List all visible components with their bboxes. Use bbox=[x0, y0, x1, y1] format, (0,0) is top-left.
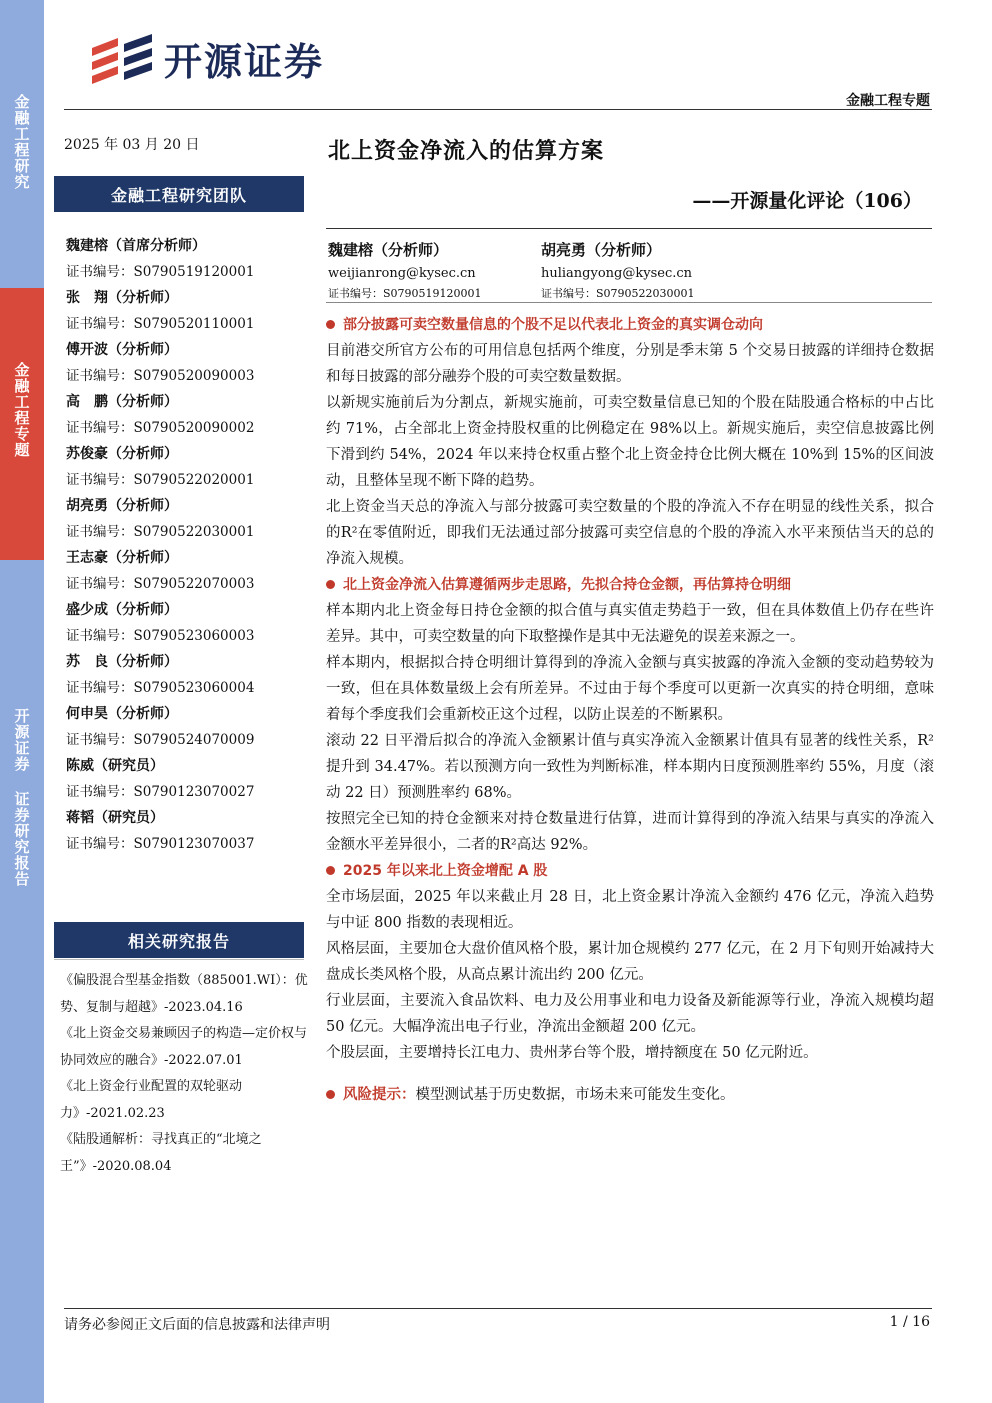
analyst-cert: 证书编号：S0790519120001 bbox=[66, 264, 255, 280]
section-tag: 金融工程专题 bbox=[846, 93, 930, 109]
paragraph: 北上资金当天总的净流入与部分披露可卖空数量的个股的净流入不存在明显的线性关系，拟合的R²在零值附近，即我们无法通过部分披露可卖空信息的个股的净流入水平来预估当天的总的净流入规模。 bbox=[326, 499, 934, 567]
section-heading: 部分披露可卖空数量信息的个股不足以代表北上资金的真实调仓动向 bbox=[326, 312, 934, 338]
bullet-icon bbox=[326, 1090, 335, 1099]
analyst-name: 何申昊（分析师） bbox=[66, 706, 178, 722]
report-title: 北上资金净流入的估算方案 bbox=[328, 138, 605, 164]
related-divider bbox=[54, 959, 304, 960]
related-report-link[interactable]: 《北上资金行业配置的双轮驱动力》-2021.02.23 bbox=[60, 1079, 243, 1121]
risk-label: 风险提示： bbox=[343, 1087, 416, 1103]
analyst-name: 傅开波（分析师） bbox=[66, 342, 178, 358]
analyst-entry bbox=[66, 547, 306, 599]
section-heading: 北上资金净流入估算遵循两步走思路，先拟合持仓金额，再估算持仓明细 bbox=[326, 572, 934, 598]
sidebar-label-top: 金融工程研究 bbox=[12, 94, 31, 190]
analyst-entry bbox=[66, 703, 306, 755]
analyst-entry bbox=[66, 651, 306, 703]
analyst-cert: 证书编号：S0790522020001 bbox=[66, 472, 255, 488]
analyst-name: 苏 良（分析师） bbox=[66, 654, 178, 670]
paragraph: 全市场层面，2025 年以来截止月 28 日，北上资金累计净流入金额约 476 亿元，净流入趋势与中证 800 指数的表现相近。 bbox=[326, 889, 934, 931]
paragraph: 目前港交所官方公布的可用信息包括两个维度，分别是季末第 5 个交易日披露的详细持仓数据和每日披露的部分融券个股的可卖空数量数据。 bbox=[326, 343, 934, 385]
analyst-name: 蒋韬（研究员） bbox=[66, 810, 164, 826]
bullet-icon bbox=[326, 320, 335, 329]
author-email[interactable]: weijianrong@kysec.cn bbox=[328, 266, 476, 281]
author-cert: 证书编号：S0790519120001 bbox=[328, 287, 482, 300]
analyst-entry bbox=[66, 443, 306, 495]
bullet-icon bbox=[326, 866, 335, 875]
analyst-cert: 证书编号：S0790522030001 bbox=[66, 524, 255, 540]
logo-text: 开源证券 bbox=[164, 39, 325, 84]
analyst-entry bbox=[66, 807, 306, 859]
analyst-cert: 证书编号：S0790524070009 bbox=[66, 732, 255, 748]
related-reports-list bbox=[60, 968, 310, 1180]
paragraph: 样本期内，根据拟合持仓明细计算得到的净流入金额与真实披露的净流入金额的变动趋势较为一致，但在具体数量级上会有所差异。不过由于每个季度可以更新一次真实的持仓明细，意味着每个季度我们会重新校正这个过程，以防止误差的不断累积。 bbox=[326, 655, 934, 723]
paragraph: 行业层面，主要流入食品饮料、电力及公用事业和电力设备及新能源等行业，净流入规模均超 50 亿元。大幅净流出电子行业，净流出金额超 200 亿元。 bbox=[326, 993, 934, 1035]
related-report-link[interactable]: 《北上资金交易兼顾因子的构造—定价权与协同效应的融合》-2022.07.01 bbox=[60, 1026, 308, 1068]
report-date: 2025 年 03 月 20 日 bbox=[64, 137, 200, 153]
footer-divider bbox=[64, 1308, 932, 1309]
author-cert: 证书编号：S0790522030001 bbox=[541, 287, 695, 300]
team-banner: 金融工程研究团队 bbox=[54, 176, 304, 212]
risk-text: 模型测试基于历史数据，市场未来可能发生变化。 bbox=[415, 1087, 735, 1103]
footer-disclaimer: 请务必参阅正文后面的信息披露和法律声明 bbox=[64, 1317, 330, 1333]
analyst-name: 王志豪（分析师） bbox=[66, 550, 178, 566]
author-name: 胡亮勇（分析师） bbox=[541, 241, 662, 259]
analyst-name: 盛少成（分析师） bbox=[66, 602, 178, 618]
analyst-cert: 证书编号：S0790523060003 bbox=[66, 628, 255, 644]
analyst-name: 胡亮勇（分析师） bbox=[66, 498, 178, 514]
bullet-icon bbox=[326, 580, 335, 589]
analyst-list bbox=[66, 235, 306, 859]
analyst-name: 苏俊豪（分析师） bbox=[66, 446, 178, 462]
author-name: 魏建榕（分析师） bbox=[328, 241, 449, 259]
paragraph: 以新规实施前后为分割点，新规实施前，可卖空数量信息已知的个股在陆股通合格标的中占比约 71%，占全部北上资金持股权重的比例稳定在 98%以上。新规实施后，卖空信息披露比例下滑到约 54%，2024 年以来持仓权重占整个北上资金持仓比例大概在 10%到 15%的区间波动，且整体呈现不断下降的趋势。 bbox=[326, 395, 934, 489]
page-number: 1 / 16 bbox=[889, 1314, 930, 1330]
analyst-entry bbox=[66, 339, 306, 391]
analyst-cert: 证书编号：S0790520110001 bbox=[66, 316, 255, 332]
sidebar-label-bottom: 开源证券 证券研究报告 bbox=[12, 708, 31, 887]
paragraph: 样本期内北上资金每日持仓金额的拟合值与真实值走势趋于一致，但在具体数值上仍存在些许差异。其中，可卖空数量的向下取整操作是其中无法避免的误差来源之一。 bbox=[326, 603, 934, 645]
section-heading: 2025 年以来北上资金增配 A 股 bbox=[326, 858, 934, 884]
author-divider bbox=[326, 302, 932, 303]
company-logo bbox=[88, 26, 324, 90]
logo-mark-icon bbox=[88, 30, 158, 86]
analyst-name: 高 鹏（分析师） bbox=[66, 394, 178, 410]
analyst-name: 陈威（研究员） bbox=[66, 758, 164, 774]
risk-note bbox=[326, 1082, 934, 1108]
sidebar-label-middle: 金融工程专题 bbox=[0, 288, 44, 560]
analyst-cert: 证书编号：S0790523060004 bbox=[66, 680, 255, 696]
analyst-name: 魏建榕（首席分析师） bbox=[66, 238, 206, 254]
analyst-entry bbox=[66, 287, 306, 339]
analyst-entry bbox=[66, 599, 306, 651]
analyst-cert: 证书编号：S0790123070037 bbox=[66, 836, 255, 852]
report-subtitle: ——开源量化评论（106） bbox=[692, 190, 922, 212]
related-reports-banner: 相关研究报告 bbox=[54, 922, 304, 958]
analyst-name: 张 翔（分析师） bbox=[66, 290, 178, 306]
paragraph: 个股层面，主要增持长江电力、贵州茅台等个股，增持额度在 50 亿元附近。 bbox=[326, 1045, 818, 1061]
header-divider bbox=[64, 109, 932, 110]
analyst-entry bbox=[66, 495, 306, 547]
analyst-cert: 证书编号：S0790520090003 bbox=[66, 368, 255, 384]
related-report-link[interactable]: 《陆股通解析：寻找真正的“北境之王”》-2020.08.04 bbox=[60, 1132, 262, 1174]
author-block bbox=[328, 239, 482, 301]
report-body bbox=[326, 312, 934, 1108]
title-divider bbox=[326, 228, 932, 229]
analyst-cert: 证书编号：S0790520090002 bbox=[66, 420, 255, 436]
paragraph: 按照完全已知的持仓金额来对持仓数量进行估算，进而计算得到的净流入结果与真实的净流入金额水平差异很小，二者的R²高达 92%。 bbox=[326, 811, 934, 853]
analyst-cert: 证书编号：S0790123070027 bbox=[66, 784, 255, 800]
analyst-cert: 证书编号：S0790522070003 bbox=[66, 576, 255, 592]
analyst-entry bbox=[66, 755, 306, 807]
paragraph: 滚动 22 日平滑后拟合的净流入金额累计值与真实净流入金额累计值具有显著的线性关系，R²提升到 34.47%。若以预测方向一致性为判断标准，样本期内日度预测胜率约 55%，月度（滚动 22 日）预测胜率约 68%。 bbox=[326, 733, 934, 801]
paragraph: 风格层面，主要加仓大盘价值风格个股，累计加仓规模约 277 亿元，在 2 月下旬则开始减持大盘成长类风格个股，从高点累计流出约 200 亿元。 bbox=[326, 941, 934, 983]
analyst-entry bbox=[66, 391, 306, 443]
related-report-link[interactable]: 《偏股混合型基金指数（885001.WI）：优势、复制与超越》-2023.04.16 bbox=[60, 973, 308, 1015]
analyst-entry bbox=[66, 235, 306, 287]
author-block bbox=[541, 239, 695, 301]
author-email[interactable]: huliangyong@kysec.cn bbox=[541, 266, 693, 281]
